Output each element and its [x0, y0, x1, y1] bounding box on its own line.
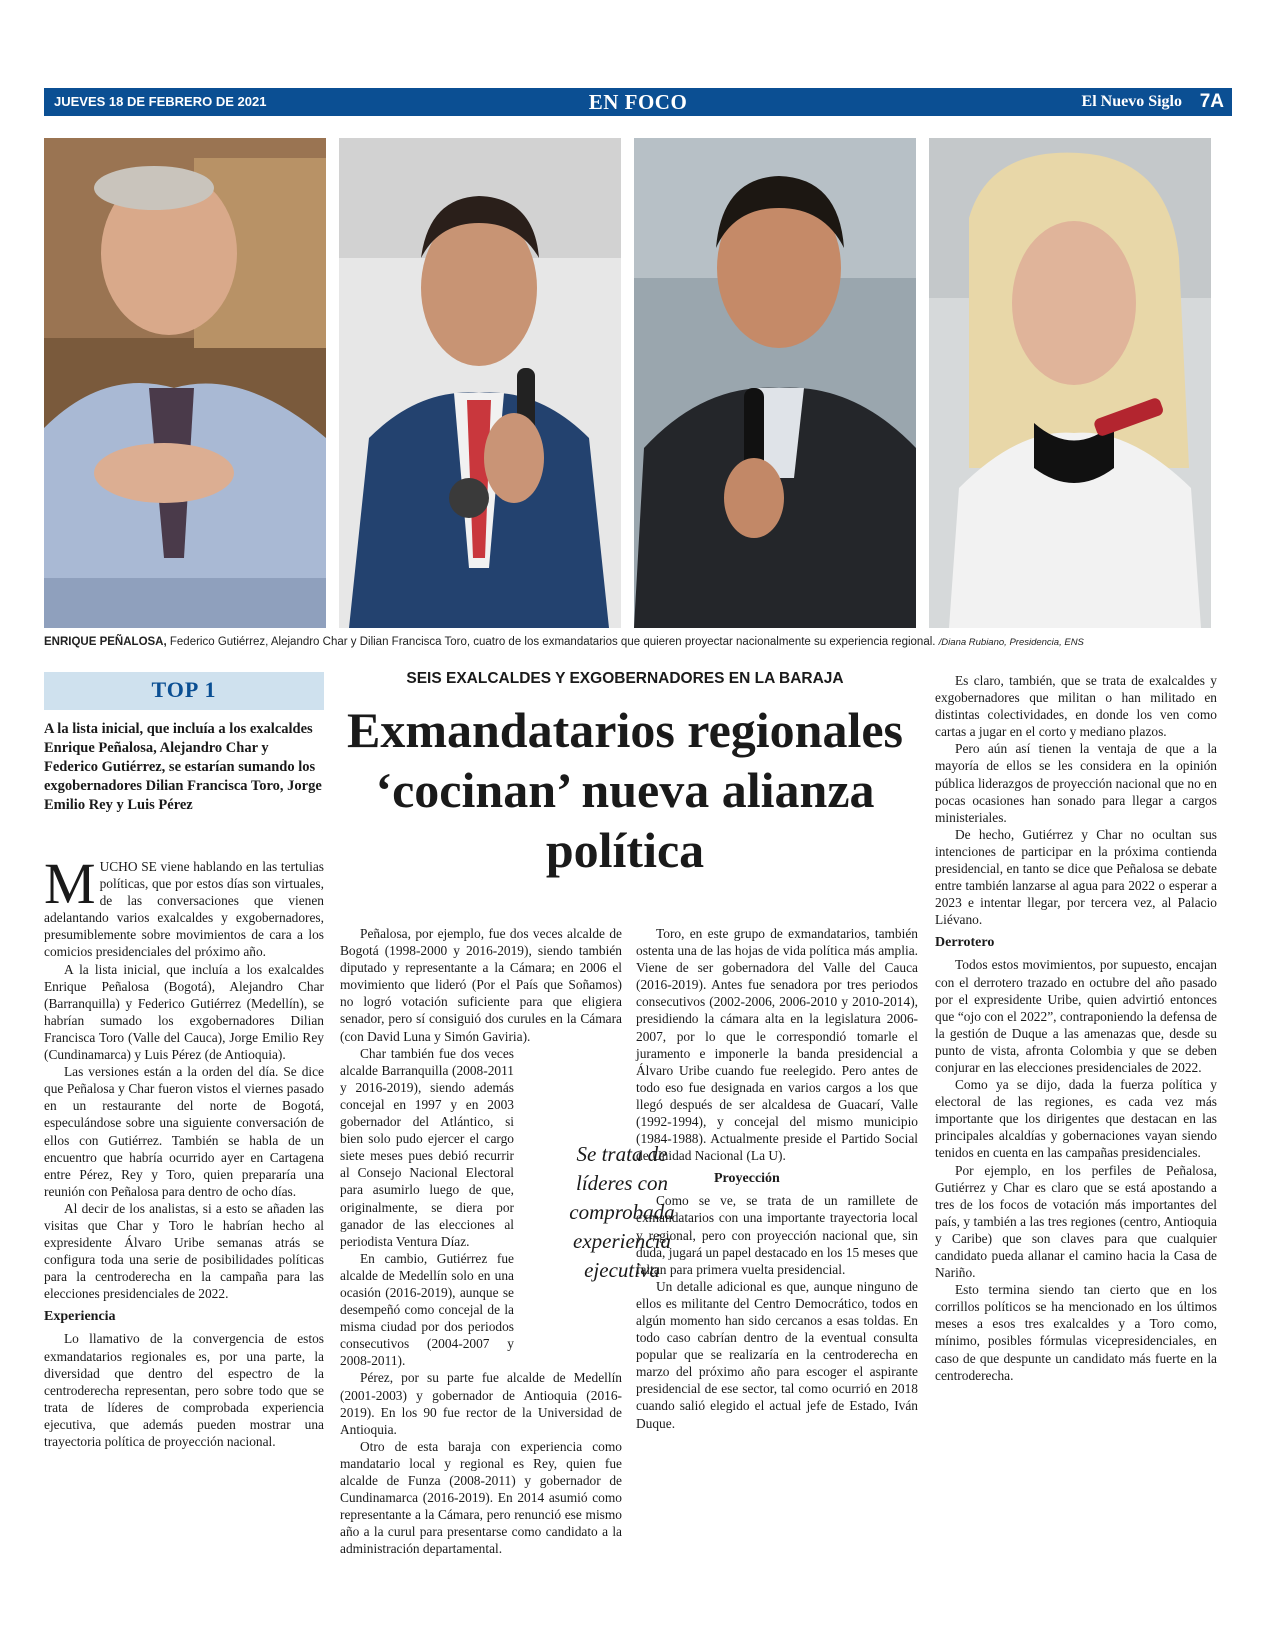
paragraph: Esto termina siendo tan cierto que en los corrillos políticos se ha mencionado en los últimos meses a esos tres exalcaldes y a Toro como, mínimo, posibles fórmulas vicepresidenciales, en caso de que despunte un candidato más fuerte en la centroderecha.	[935, 1282, 1217, 1383]
paragraph: Pero aún así tienen la ventaja de que a la mayoría de ellos se les considera en la opinión pública liderazgos de proyección nacional que no en pocas ocasiones han sonado para llegar a cargos ministeriales.	[935, 741, 1217, 825]
photo-gutierrez	[339, 138, 621, 628]
photo-char	[634, 138, 916, 628]
top-label-box	[44, 672, 324, 710]
kicker: SEIS EXALCALDES Y EXGOBERNADORES EN LA BARAJA	[406, 670, 844, 687]
column-3	[636, 925, 918, 1432]
paragraph: A la lista inicial, que incluía a los exalcaldes Enrique Peñalosa (Bogotá), Alejandro Char (Barranquilla) y Federico Gutiérrez (Medellín), se habrían sumado los exgobernadores Dilian Francisca Toro (Valle del Cauca), Jorge Emilio Rey (Cundinamarca) y Luis Pérez (de Antioquia).	[44, 961, 324, 1063]
paragraph: De hecho, Gutiérrez y Char no ocultan sus intenciones de participar en la próxima contienda presidencial, en tanto se dice que Peñalosa se debate entre también lanzarse al agua para 2022 o esperar a 2023 e intentar llegar, por tercera vez, al Palacio Liévano.	[935, 826, 1217, 928]
issue-date: JUEVES 18 DE FEBRERO DE 2021	[54, 94, 267, 109]
column-4	[935, 672, 1217, 1384]
paragraph: Un detalle adicional es que, aunque ninguno de ellos es militante del Centro Democrático, todos en algún momento han sido cercanos a esas toldas. En todo caso cabrían dentro de la eventual consulta popular que se realizaría en la centroderecha en marzo del próximo año para escoger el aspirante presidencial de ese sector, tal como ocurrió en 2018 cuando salió elegido el actual jefe de Estado, Iván Duque.	[636, 1278, 918, 1431]
drop-cap: M	[44, 851, 96, 916]
paragraph: Otro de esta baraja con experiencia como mandatario local y regional es Rey, quien fue alcalde de Funza (2008-2011) y gobernador de Cundinamarca (2016-2019). En 2014 asumió como representante a la Cámara, pero renunció ese mismo año a la curul para presentarse como candidato a la administración departamental.	[340, 1438, 622, 1557]
article-summary: A la lista inicial, que incluía a los exalcaldes Enrique Peñalosa, Alejandro Char y Federico Gutiérrez, se estarían sumando los exgobernadores Dilian Francisca Toro, Jorge Emilio Rey y Luis Pérez	[44, 721, 322, 813]
page-header	[44, 88, 1232, 116]
top-label: TOP 1	[151, 677, 217, 702]
newspaper-name: El Nuevo Siglo	[1081, 93, 1182, 110]
paragraph: Las versiones están a la orden del día. Se dice que Peñalosa y Char fueron vistos el viernes pasado en un restaurante del norte de Bogotá, especulándose sobre una siguiente conversación de ellos con Gutiérrez. También se habla de un encuentro que habría ocurrido ayer en Cartagena entre Pérez, Rey y Toro, quien prepararía una reunión con Peñalosa para dentro de ocho días.	[44, 1064, 324, 1199]
paragraph: Como se ve, se trata de un ramillete de exmandatarios con una importante trayectoria local y regional, pero con proyección nacional que, sin duda, jugará un papel destacado en los 15 meses que faltan para primera vuelta presidencial.	[636, 1193, 918, 1277]
paragraph: Todos estos movimientos, por supuesto, encajan con el derrotero trazado en octubre del año pasado por el expresidente Uribe, quien advirtió entonces que “ojo con el 2022”, contraponiendo la defensa de la gestión de Duque a las amenazas que, desde su punto de vista, afronta Colombia y que se deben conjurar en las elecciones presidenciales de 2022.	[935, 957, 1217, 1075]
column-1	[44, 851, 324, 1450]
paragraph: En cambio, Gutiérrez fue alcalde de Medellín solo en una ocasión (2016-2019), aunque se desempeñó como concejal de la misma ciudad por dos periodos consecutivos (2004-2007 y 2008-2011).	[340, 1250, 514, 1369]
paragraph: Peñalosa, por ejemplo, fue dos veces alcalde de Bogotá (1998-2000 y 2016-2019), siendo también diputado y representante a la Cámara; en 2006 el movimiento que lideró (Por el País que Soñamos) no logró votación suficiente para que eligiera senador, pero sí consiguió dos curules en la Cámara (con David Luna y Simón Gaviria).	[340, 926, 622, 1044]
photo-toro	[929, 138, 1211, 628]
caption-lead: ENRIQUE PEÑALOSA,	[44, 636, 167, 648]
paragraph: Como ya se dijo, dada la fuerza política y electoral de las regiones, es cada vez más importante que los dirigentes que destacan en las principales alcaldías y gobernaciones vayan siendo tenidos en cuenta en las campañas presidenciales.	[935, 1077, 1217, 1161]
paragraph: Lo llamativo de la convergencia de estos exmandatarios regionales es, por una parte, la diversidad que dentro del espectro de la centroderecha representan, pero sobre todo que se trata de líderes de comprobada experiencia ejecutiva, que además pueden mostrar una trayectoria política de proyección nacional.	[44, 1331, 324, 1449]
paragraph: MUCHO SE viene hablando en las tertulias políticas, que por estos días son virtuales, de las conversaciones que vienen adelantando varios exalcaldes y exgobernadores, presumiblemente sobre movimientos de cara a los comicios presidenciales del próximo año.	[44, 851, 324, 960]
photo-penalosa	[44, 138, 326, 628]
paragraph: Por ejemplo, en los perfiles de Peñalosa, Gutiérrez y Char es claro que se está apostando a tres de los focos de votación más importantes del país, y también a las tres regiones (centro, Antioquia y Caribe) que son claves para que cualquier candidato pueda allanar el camino hacia la Casa de Nariño.	[935, 1162, 1217, 1281]
caption-credit: /Diana Rubiano, Presidencia, ENS	[938, 637, 1084, 648]
paragraph: Pérez, por su parte fue alcalde de Medellín (2001-2003) y gobernador de Antioquia (2016-2019). En los 90 fue rector de la Universidad de Antioquia.	[340, 1370, 622, 1437]
pull-quote: Se trata de líderes con comprobada experiencia ejecutiva	[569, 1142, 675, 1282]
caption-text: Federico Gutiérrez, Alejandro Char y Dilian Francisca Toro, cuatro de los exmandatarios que quieren proyectar nacionalmente su experiencia regional.	[166, 636, 939, 648]
subheading: Proyección	[714, 1171, 780, 1187]
page-number: 7A	[1199, 91, 1224, 112]
headline: Exmandatarios regionales ‘cocinan’ nueva alianza política	[346, 702, 904, 878]
photo-caption	[44, 636, 1232, 648]
subheading: Experiencia	[44, 1309, 116, 1325]
paragraph: Al decir de los analistas, si a esto se añaden las visitas que Char y Toro le habrían hecho al expresidente Álvaro Uribe semanas atrás se configura toda una serie de posibilidades políticas para la centroderecha en la campaña para las elecciones presidenciales de 2022.	[44, 1200, 324, 1302]
subheading: Derrotero	[935, 935, 995, 951]
paragraph: Toro, en este grupo de exmandatarios, también ostenta una de las hojas de vida política más amplia. Viene de ser gobernadora del Valle del Cauca (2016-2019). Antes fue senadora por tres periodos consecutivos (2002-2006, 2006-2010 y 2010-2014), presidiendo la cámara alta en la legislatura 2006-2007, por lo que le correspondió tomarle el juramento e imponerle la banda presidencial a Álvaro Uribe cuando fue reelegido. Pero antes de todo eso fue designada en varios cargos a los que llegó después de ser alcaldesa de Guacarí, Valle (1992-1994), y concejal del mismo municipio (1984-1988). Actualmente preside el Partido Social de Unidad Nacional (La U).	[636, 926, 918, 1164]
paragraph: Char también fue dos veces alcalde Barranquilla (2008-2011 y 2016-2019), siendo además concejal en 1997 y en 2003 gobernador del Atlántico, si bien solo pudo ejercer el cargo siete meses pues debió recurrir al Consejo Nacional Electoral para asumirlo luego de que, originalmente, se diera por ganador de las elecciones al periodista Ventura Díaz.	[340, 1045, 514, 1249]
paragraph: Es claro, también, que se trata de exalcaldes y exgobernadores que militan o han militado en distintas colectividades, en donde los ven como cartas a jugar en el corto y mediano plazos.	[935, 673, 1217, 740]
section-title: EN FOCO	[588, 90, 688, 114]
